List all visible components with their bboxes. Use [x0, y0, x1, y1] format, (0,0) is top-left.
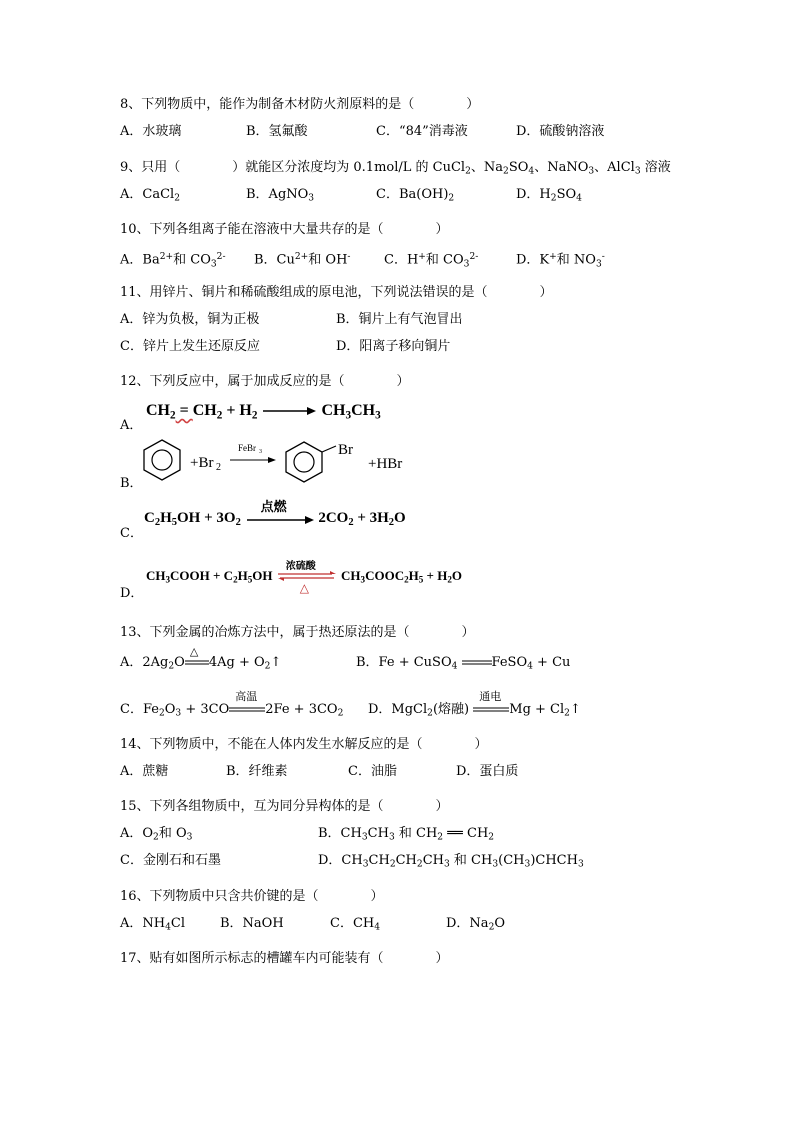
- q12-c-condition: 点燃: [260, 499, 287, 515]
- q13-option-c: C．$Fe_2O_3 + 3CO$ 高温 $2Fe + 3CO_2$: [120, 689, 344, 719]
- q14-option-b: B．纤维素: [226, 764, 288, 779]
- q12-option-d-equation: $CH_3COOH + C_2H_5OH$ 浓硫酸 △ $CH_3COOC_2H_5 + H_2O$: [146, 568, 462, 585]
- q15-option-d: D．$CH_3CH_2CH_2CH_3$ 和 $CH_3(CH_3)CHCH_3$: [318, 853, 584, 870]
- q10-option-c: C．H+和 $CO_3^{2-}$: [384, 252, 479, 270]
- right-arrow-icon: [261, 406, 317, 416]
- q16-option-b: B．NaOH: [220, 916, 284, 931]
- equals-arrow-icon: [229, 707, 265, 713]
- q8-option-b: B．氢氟酸: [246, 124, 308, 139]
- q9-option-c: C．$Ba(OH)_2$: [376, 187, 455, 204]
- q12-stem: 12、下列反应中，属于加成反应的是（ ）: [120, 374, 410, 389]
- right-arrow-icon: [245, 512, 315, 526]
- q13-d-condition: 通电: [479, 689, 502, 703]
- q8-stem: 8、下列物质中，能作为制备木材防火剂原料的是（ ）: [120, 97, 480, 112]
- q11-option-b: B．铜片上有气泡冒出: [336, 312, 463, 327]
- q10-option-a: A．$Ba^{2+}$和 $CO_3^{2-}$: [120, 252, 226, 270]
- q13-c-condition: 高温: [235, 689, 258, 703]
- q13-option-b: B．Fe + CuSO$_4$ FeSO$_4$ + Cu: [356, 655, 571, 672]
- q9-option-d: D．$H_2SO_4$: [516, 187, 582, 204]
- q8-option-c: C．“84”消毒液: [376, 124, 468, 139]
- svg-text:2: 2: [216, 462, 221, 473]
- q14-option-c: C．油脂: [348, 764, 397, 779]
- q12-d-condition: 浓硫酸: [285, 561, 316, 573]
- benzene-ring-icon: [144, 440, 180, 480]
- q14-option-a: A．蔗糖: [120, 764, 169, 779]
- q13-stem: 13、下列金属的冶炼方法中，属于热还原法的是（ ）: [120, 625, 475, 640]
- q15-option-a: A．$O_2$和 $O_3$: [120, 826, 193, 843]
- q12-b-catalyst: FeBr: [238, 443, 256, 453]
- q12-option-b-equation: [140, 436, 430, 488]
- svg-text:3: 3: [259, 449, 262, 455]
- q12-option-d-label: D．: [120, 586, 144, 601]
- q14-option-d: D．蛋白质: [456, 764, 519, 779]
- q11-option-a: A．锌为负极，铜为正极: [120, 312, 260, 327]
- benzene-ring-icon: [286, 442, 336, 482]
- q11-stem: 11、用锌片、铜片和稀硫酸组成的原电池，下列说法错误的是（ ）: [120, 285, 553, 300]
- q13-d-molten: (熔融): [432, 702, 470, 717]
- q12-option-c-equation: $C_2H_5OH + 3O_2$ 点燃 $2CO_2 + 3H_2O$: [144, 510, 406, 528]
- q12-option-b-label: B．: [120, 476, 143, 491]
- q12-option-c-label: C．: [120, 526, 143, 541]
- svg-text:Br: Br: [338, 442, 353, 458]
- q9-option-a: A．CaCl$_2$: [120, 187, 180, 204]
- equals-arrow-icon: [185, 660, 209, 666]
- q8-option-d: D．硫酸钠溶液: [516, 124, 605, 139]
- q17-stem: 17、贴有如图所示标志的槽罐车内可能装有（ ）: [120, 951, 449, 966]
- q11-option-c: C．锌片上发生还原反应: [120, 339, 260, 354]
- q10-stem: 10、下列各组离子能在溶液中大量共存的是（ ）: [120, 222, 449, 237]
- q13-option-a: A．$2Ag_2O$ △ $4Ag + O_2↑$: [120, 644, 282, 672]
- q12-option-a-label: A．: [120, 418, 143, 433]
- q12-d-heat: △: [299, 581, 310, 596]
- q9-stem: 9、只用（ ）就能区分浓度均为 0.1mol/L 的 CuCl$_2$、$Na_2SO_4$、NaNO$_3$、AlCl$_3$ 溶液: [120, 160, 671, 177]
- equals-arrow-icon: [473, 707, 509, 713]
- svg-text:+Br: +Br: [190, 455, 214, 471]
- q15-option-c: C．金刚石和石墨: [120, 853, 221, 868]
- q13-a-heat: △: [189, 644, 199, 658]
- q15-stem: 15、下列各组物质中，互为同分异构体的是（ ）: [120, 799, 449, 814]
- equals-arrow-icon: [462, 659, 492, 667]
- q15-option-b: B．$CH_3CH_3$ 和 $CH_2$ ══ $CH_2$: [318, 826, 495, 843]
- q16-option-d: D．$Na_2O$: [446, 916, 506, 933]
- q12-option-a-equation: $CH_2 = CH_2 + H_2$ $CH_3CH_3$: [146, 402, 381, 422]
- q16-option-a: A．$NH_4Cl$: [120, 916, 186, 933]
- q14-stem: 14、下列物质中，不能在人体内发生水解反应的是（ ）: [120, 737, 488, 752]
- svg-text:+HBr: +HBr: [368, 456, 403, 472]
- q8-option-a: A．水玻璃: [120, 124, 182, 139]
- q10-option-d: D．K+和 $NO_3^-$: [516, 252, 605, 270]
- q10-option-b: B．$Cu^{2+}$和 OH-: [254, 252, 351, 268]
- q13-option-d: D．MgCl$_2$(熔融) 通电 $Mg + Cl_2↑$: [368, 689, 581, 719]
- q11-option-d: D．阳离子移向铜片: [336, 339, 451, 354]
- q16-stem: 16、下列物质中只含共价键的是（ ）: [120, 889, 384, 904]
- q9-option-b: B．AgNO$_3$: [246, 187, 315, 204]
- q16-option-c: C．$CH_4$: [330, 916, 381, 933]
